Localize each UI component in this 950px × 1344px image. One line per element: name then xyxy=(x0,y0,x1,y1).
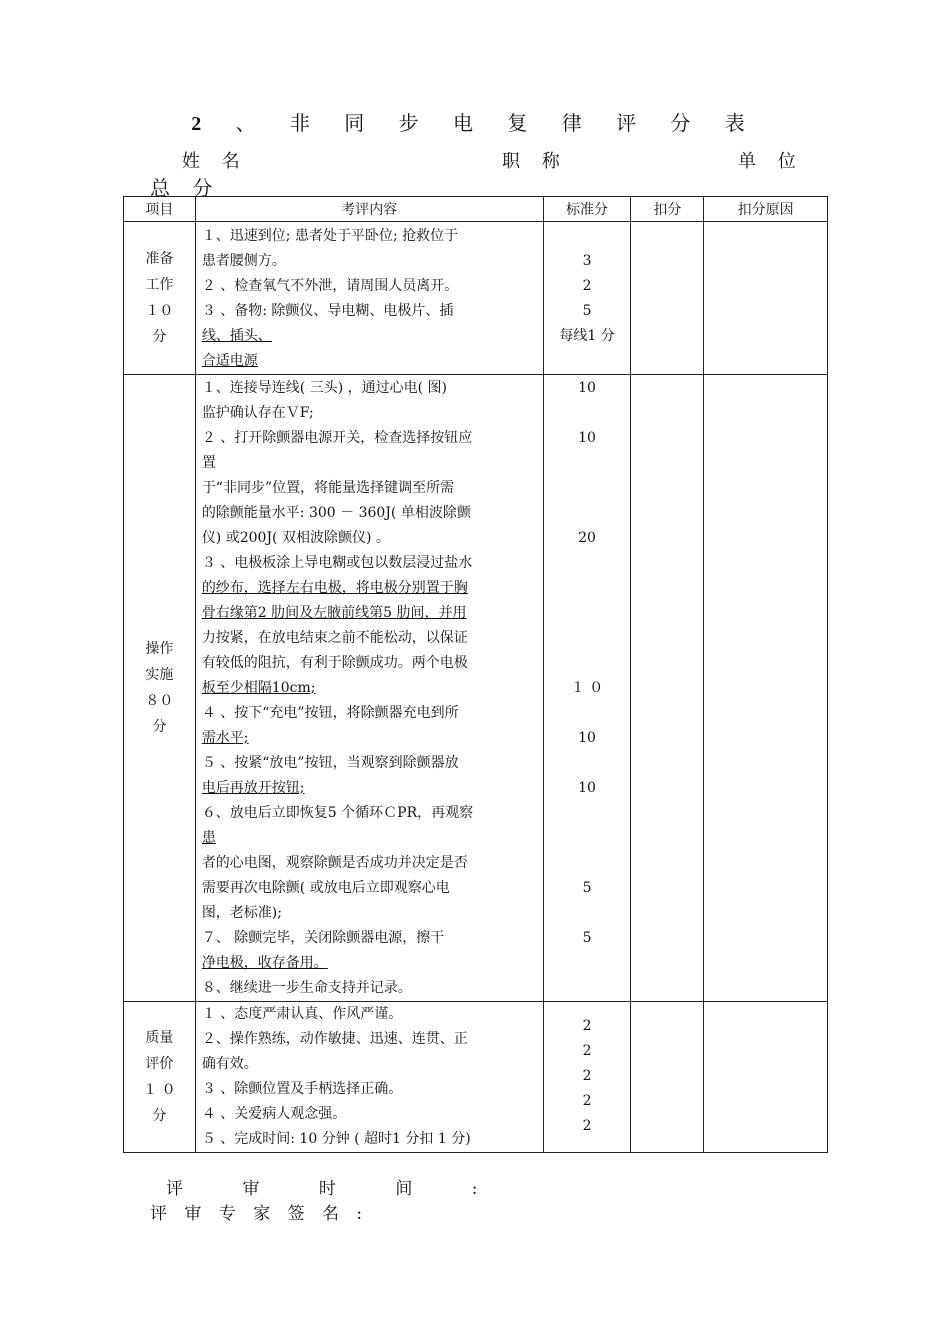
standard-score: 10 10 20 １ ０ 10 10 5 5 xyxy=(543,375,631,1002)
page-title xyxy=(0,107,950,136)
section-content xyxy=(195,222,543,375)
content-line: 患者腰侧方。 xyxy=(201,253,286,269)
col-header-content: 考评内容 xyxy=(195,197,543,222)
col-header-standard: 标准分 xyxy=(543,197,631,222)
title-number: 2 xyxy=(191,113,216,135)
reason-cell xyxy=(704,222,828,375)
content-line: 力按紧，在放电结束之前不能松动，以保证 xyxy=(201,630,468,646)
deduct-cell xyxy=(631,1002,704,1153)
score-table xyxy=(123,196,828,1153)
content-line: 患 xyxy=(201,830,216,846)
content-line: 于“非同步”位置，将能量选择键调至所需 xyxy=(201,480,455,496)
col-header-deduct: 扣分 xyxy=(631,197,704,222)
content-line: 骨右缘第2 肋间及左腋前线第5 肋间，并用 xyxy=(201,605,467,621)
content-line: 板至少相隔10cm; xyxy=(201,680,316,696)
table-row xyxy=(124,1002,828,1153)
content-line: ２ 、检查氧气不外泄，请周围人员离开。 xyxy=(201,278,459,294)
section-label: 准备 工作 １０ 分 xyxy=(124,222,196,375)
content-line: ３ 、备物: 除颤仪、导电糊、电极片、插 xyxy=(201,303,454,319)
col-header-project: 项目 xyxy=(124,197,196,222)
content-line: １ 、态度严肃认真、作风严谨。 xyxy=(201,1006,403,1022)
content-line: １、连接导连线( 三头) ，通过心电( 图) xyxy=(201,380,448,396)
content-line: 需要再次电除颤( 或放电后立即观察心电 xyxy=(201,880,450,896)
content-line: ５ 、完成时间: 10 分钟 ( 超时1 分扣 1 分) xyxy=(201,1131,471,1147)
review-sign-label: 评 审 专 家 签 名 : xyxy=(150,1204,369,1224)
content-line: 的纱布，选择左右电极，将电极分别置于胸 xyxy=(201,580,468,596)
content-line: 的除颤能量水平: 300 － 360J( 单相波除颤 xyxy=(201,505,471,521)
content-line: ３ 、除颤位置及手柄选择正确。 xyxy=(201,1081,403,1097)
content-line: ４ 、关爱病人观念强。 xyxy=(201,1106,347,1122)
table-row xyxy=(124,375,828,1002)
reason-cell xyxy=(704,1002,828,1153)
content-line: ２ 、打开除颤器电源开关，检查选择按钮应 xyxy=(201,430,473,446)
title-rank-label: 职 称 xyxy=(502,151,568,172)
title-text: 、 非 同 步 电 复 律 评 分 表 xyxy=(235,111,759,135)
content-line: ３ 、电极板涂上导电糊或包以数层浸过盐水 xyxy=(201,555,473,571)
total-score-label: 总 分 xyxy=(150,176,221,200)
section-label: 操作 实施 ８０ 分 xyxy=(124,375,196,1002)
review-time-label: 评 审 时 间 : xyxy=(166,1179,478,1199)
reason-cell xyxy=(704,375,828,1002)
content-line: ２、操作熟练，动作敏捷、迅速、连贯、正 xyxy=(201,1031,468,1047)
table-header-row xyxy=(124,197,828,222)
content-line: ４ 、按下“充电”按钮，将除颤器充电到所 xyxy=(201,705,459,721)
content-line: １、迅速到位; 患者处于平卧位; 抢救位于 xyxy=(201,228,459,244)
section-content xyxy=(195,1002,543,1153)
content-line: 监护确认存在ＶF; xyxy=(201,405,314,421)
deduct-cell xyxy=(631,375,704,1002)
content-line: 确有效。 xyxy=(201,1056,258,1072)
content-line: 有较低的阻抗，有利于除颤成功。两个电极 xyxy=(201,655,468,671)
content-line: 电后再放开按钮; xyxy=(201,780,305,796)
content-line: 置 xyxy=(201,455,216,471)
unit-label: 单 位 xyxy=(738,151,804,172)
content-line: ８、继续进一步生命支持并记录。 xyxy=(201,980,412,996)
col-header-reason: 扣分原因 xyxy=(704,197,828,222)
content-line: 净电极，收存备用。 xyxy=(201,955,328,971)
table-row xyxy=(124,222,828,375)
standard-score: 3 2 5 每线1 分 xyxy=(543,222,631,375)
content-line: ５ 、按紧“放电”按钮，当观察到除颤器放 xyxy=(201,755,459,771)
content-line: ７、 除颤完毕，关闭除颤器电源，擦干 xyxy=(201,930,445,946)
content-line: 仪) 或200J( 双相波除颤仪) 。 xyxy=(201,530,390,546)
content-line: 线、插头、 xyxy=(201,328,272,344)
content-line: 图，老标准); xyxy=(201,905,282,921)
section-content xyxy=(195,375,543,1002)
name-label: 姓 名 xyxy=(182,151,248,172)
content-line: 合适电源 xyxy=(201,353,258,369)
content-line: 需水平; xyxy=(201,730,249,746)
content-line: 者的心电图，观察除颤是否成功并决定是否 xyxy=(201,855,468,871)
deduct-cell xyxy=(631,222,704,375)
section-label: 质量 评价 １ ０ 分 xyxy=(124,1002,196,1153)
standard-score: 2 2 2 2 2 xyxy=(543,1002,631,1153)
content-line: ６、放电后立即恢复5 个循环ＣPR，再观察 xyxy=(201,805,474,821)
